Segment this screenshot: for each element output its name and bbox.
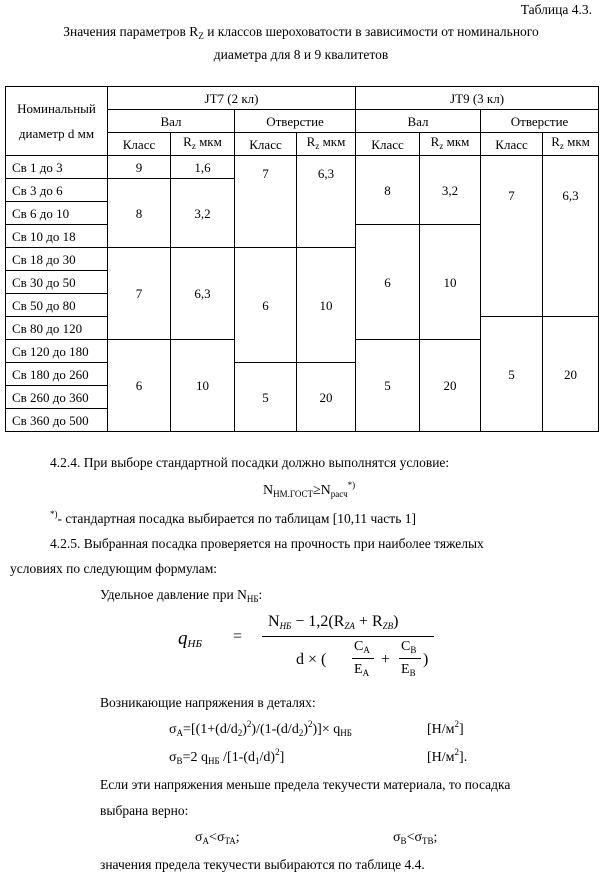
jt7-shaft-class: 6 <box>108 340 171 432</box>
header-jt7-shaft: Вал <box>108 110 235 133</box>
section-4-2-5-line1: 4.2.5. Выбранная посадка проверяется на прочность при наиболее тяжелых <box>50 536 484 551</box>
header-class: Класс <box>481 133 543 156</box>
jt7-shaft-class: 7 <box>108 248 171 340</box>
jt7-hole-class: 5 <box>235 363 297 432</box>
roughness-table <box>5 86 599 432</box>
table-caption-line1: Значения параметров $R_Z$ и классов шероховатости в зависимости от номинального <box>63 24 539 41</box>
stress-a-unit: $[Н/м^2]$ <box>427 719 464 737</box>
condition-b: $\sigma_B<\sigma_{TB}$; <box>393 830 438 846</box>
range-cell: Св 120 до 180 <box>6 340 108 363</box>
jt7-hole-rz: 10 <box>297 248 356 363</box>
section-4-2-4-text: 4.2.4. При выборе стандартной посадки должно выполнятся условие: <box>50 455 450 470</box>
final-note: значения предела текучести выбираются по таблице 4.4. <box>100 857 425 872</box>
stress-b-unit: $[Н/м^2]$. <box>427 747 468 765</box>
conclusion-line2: выбрана верно: <box>100 803 189 818</box>
header-jt7: JT7 (2 кл) <box>108 87 356 110</box>
formula-plus: + <box>381 651 391 668</box>
formula-ca: $C_A$ <box>354 639 370 655</box>
jt7-hole-rz: 20 <box>297 363 356 432</box>
jt7-shaft-rz: 6,3 <box>171 248 235 340</box>
jt9-hole-class: 7 <box>481 156 543 317</box>
table-caption-line2: диаметра для 8 и 9 квалитетов <box>213 47 389 62</box>
formula-cb-eb-bar <box>399 658 421 659</box>
jt9-shaft-rz: 20 <box>420 340 481 432</box>
jt7-hole-rz: 6,3 <box>297 156 356 248</box>
formula-eb: $E_B$ <box>401 662 416 678</box>
jt7-hole-class: 6 <box>235 248 297 363</box>
header-class: Класс <box>108 133 171 156</box>
header-nominal-diameter: Номинальный диаметр d мм <box>6 87 108 156</box>
header-rz: $R_z$ мкм <box>420 133 481 156</box>
jt7-shaft-rz: 1,6 <box>171 156 235 179</box>
condition-a: $\sigma_A<\sigma_{TA}$; <box>195 830 240 846</box>
stress-b-formula: $\sigma_B=2$ $q_{НБ}$ $/[1-(d_1/d)^2]$ <box>169 747 285 766</box>
range-cell: Св 30 до 50 <box>6 271 108 294</box>
section-4-2-5-line2: условиях по следующим формулам: <box>10 561 218 576</box>
stress-a-formula: $\sigma_A=[(1+(d/d_2)^2)/(1-(d/d_2)^2)]\times q_{НБ}$ <box>169 719 352 738</box>
jt7-shaft-class: 9 <box>108 156 171 179</box>
jt9-shaft-class: 8 <box>356 156 420 225</box>
header-class: Класс <box>235 133 297 156</box>
jt7-shaft-rz: 10 <box>171 340 235 432</box>
formula-denominator-prefix: d × ( <box>296 651 327 668</box>
jt9-shaft-rz: 10 <box>420 225 481 340</box>
header-rz: $R_z$ мкм <box>543 133 599 156</box>
stresses-label: Возникающие напряжения в деталях: <box>100 695 316 710</box>
conclusion-line1: Если эти напряжения меньше предела текучести материала, то посадка <box>100 777 511 792</box>
formula-cb: $C_B$ <box>401 639 417 655</box>
jt7-shaft-class: 8 <box>108 179 171 248</box>
jt9-hole-rz: 20 <box>543 317 599 432</box>
range-cell: Св 10 до 18 <box>6 225 108 248</box>
jt9-hole-class: 5 <box>481 317 543 432</box>
range-cell: Св 3 до 6 <box>6 179 108 202</box>
jt9-hole-rz: 6,3 <box>543 156 599 317</box>
jt7-hole-class: 7 <box>235 156 297 248</box>
header-class: Класс <box>356 133 420 156</box>
header-jt9: JT9 (3 кл) <box>356 87 599 110</box>
jt9-shaft-rz: 3,2 <box>420 156 481 225</box>
formula-q-symbol: $q_{НБ}$ <box>178 628 202 650</box>
range-cell: Св 360 до 500 <box>6 409 108 432</box>
range-cell: Св 1 до 3 <box>6 156 108 179</box>
header-jt9-shaft: Вал <box>356 110 481 133</box>
table-number: Таблица 4.3. <box>520 2 592 17</box>
formula-numerator: $N_{НБ} - 1,2(R_{ZA} + R_{ZB})$ <box>268 613 399 631</box>
range-cell: Св 180 до 260 <box>6 363 108 386</box>
header-rz: $R_z$ мкм <box>297 133 356 156</box>
header-rz: $R_z$ мкм <box>171 133 235 156</box>
jt9-shaft-class: 6 <box>356 225 420 340</box>
range-cell: Св 260 до 360 <box>6 386 108 409</box>
jt7-shaft-rz: 3,2 <box>171 179 235 248</box>
range-cell: Св 80 до 120 <box>6 317 108 340</box>
formula-ea: $E_A$ <box>354 662 370 678</box>
jt9-shaft-class: 5 <box>356 340 420 432</box>
fit-condition: $N_{НМ.ГОСТ}\ge N_{расч}^{*)}$ <box>263 480 356 499</box>
footnote: *)- стандартная посадка выбирается по таблицам [10,11 часть 1] <box>50 509 416 526</box>
range-cell: Св 18 до 30 <box>6 248 108 271</box>
formula-equals: = <box>233 628 243 645</box>
range-cell: Св 6 до 10 <box>6 202 108 225</box>
header-jt9-hole: Отверстие <box>481 110 599 133</box>
formula-denominator-close: ) <box>423 651 429 668</box>
formula-main-fraction-bar <box>262 636 434 637</box>
formula-ca-ea-bar <box>352 658 374 659</box>
pressure-label: Удельное давление при $N_{НБ}$: <box>100 587 263 604</box>
range-cell: Св 50 до 80 <box>6 294 108 317</box>
header-jt7-hole: Отверстие <box>235 110 356 133</box>
